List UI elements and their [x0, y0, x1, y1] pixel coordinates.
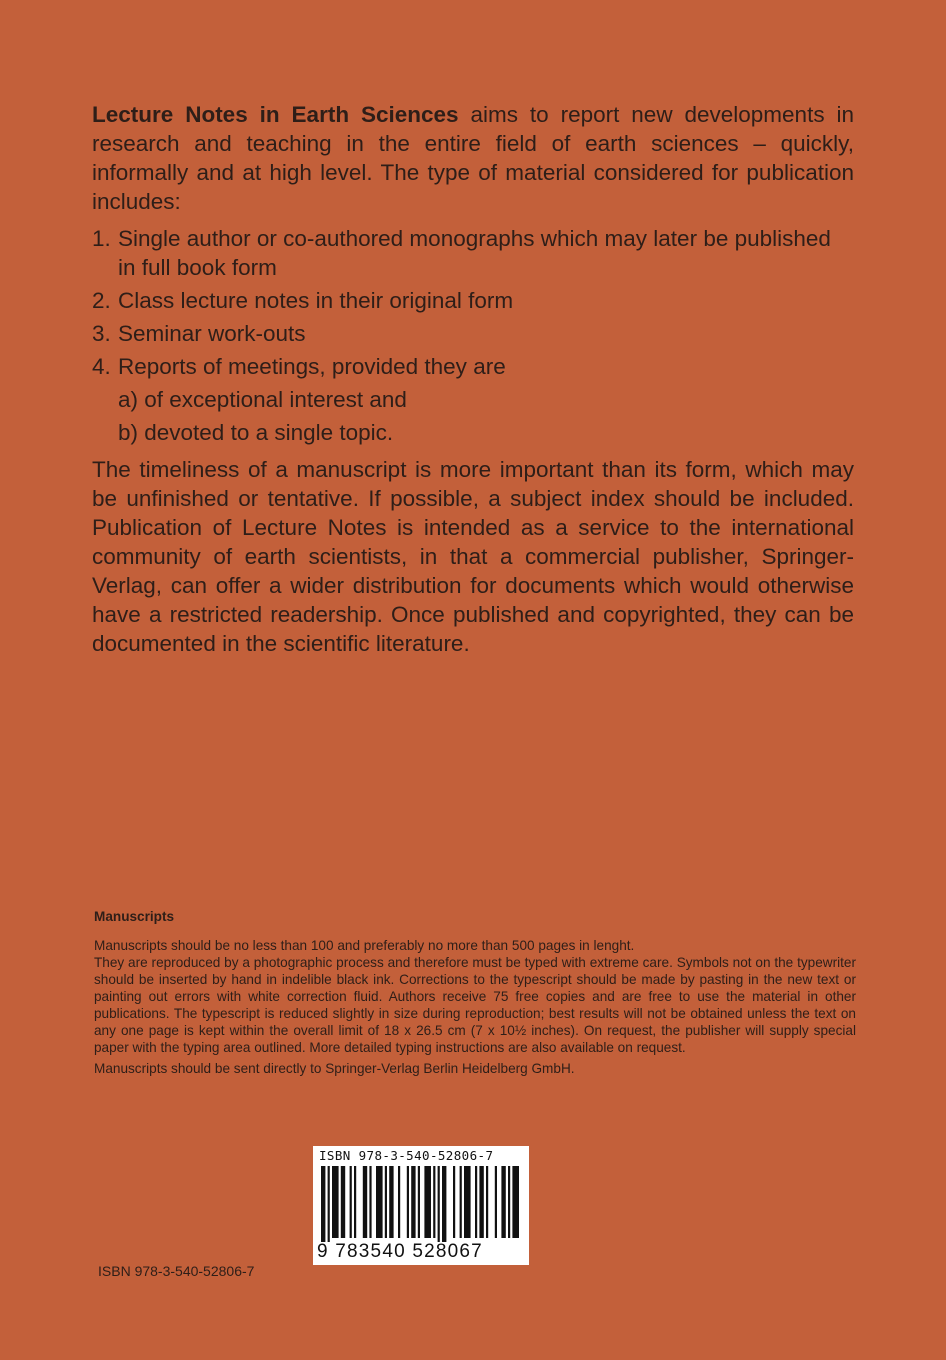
barcode-bar — [407, 1166, 409, 1238]
barcode-bar — [385, 1166, 387, 1238]
barcode-bar — [363, 1166, 367, 1238]
barcode-bar — [512, 1166, 519, 1238]
manuscripts-sending-paragraph: Manuscripts should be sent directly to Springer-Verlag Berlin Heidelberg GmbH. — [94, 1061, 575, 1076]
material-list — [92, 224, 854, 447]
barcode-bar — [442, 1166, 446, 1242]
sublist-item: b) devoted to a single topic. — [118, 420, 394, 445]
timeliness-paragraph: The timeliness of a manuscript is more important than its form, which may be unfinished or tentative. If possible, a subject index should be included. Publication of Lecture Notes is intended as a service to the international community of earth scientists, in that a commercial publisher, Springer-Verlag, can offer a wider distribution for documents which would otherwise have a restricted readership. Once published and copyrighted, they can be documented in the scientific literature. — [92, 457, 854, 656]
barcode-bar — [411, 1166, 415, 1238]
barcode-bar — [418, 1166, 420, 1238]
barcode-bar — [398, 1166, 400, 1238]
barcode-bar — [438, 1166, 440, 1242]
sublist-item: a) of exceptional interest and — [118, 387, 407, 412]
barcode-bar — [464, 1166, 471, 1238]
barcode-bar — [479, 1166, 483, 1238]
list-item: 1. Single author or co-authored monographs which may later be published in full book form — [92, 226, 831, 280]
barcode-digits: 9 783540 528067 — [317, 1241, 483, 1262]
list-item: 4. Reports of meetings, provided they are a) of exceptional interest and b) devoted to a single topic. — [92, 352, 854, 447]
barcode-bar — [433, 1166, 435, 1238]
list-item: 2. Class lecture notes in their original form — [92, 288, 514, 313]
barcode-bar — [321, 1166, 325, 1242]
manuscripts-typing-paragraph: They are reproduced by a photographic process and therefore must be typed with extreme care. Symbols not on the typewriter should be inserted by hand in indelible black ink. Corrections to the typescript should be made by pasting in the new text or painting out errors with white correction fluid. Authors receive 75 free copies and are free to use the material in other publications. The typescript is reduced slightly in size during reproduction; best results will not be obtained unless the text on any one page is kept within the overall limit of 18 x 26.5 cm (7 x 10½ inches). On request, the publisher will supply special paper with the typing area outlined. More detailed typing instructions are also available on request. — [94, 955, 856, 1055]
barcode-bar — [332, 1166, 339, 1238]
manuscripts-length-paragraph: Manuscripts should be no less than 100 and preferably no more than 500 pages in lenght. — [94, 938, 635, 953]
barcode-bar — [341, 1166, 345, 1238]
series-title: Lecture Notes in Earth Sciences — [92, 102, 459, 127]
barcode-bar — [460, 1166, 462, 1238]
description-block — [92, 100, 854, 658]
barcode-bar — [376, 1166, 383, 1238]
meeting-conditions-list — [118, 385, 854, 447]
list-item: 3. Seminar work-outs — [92, 321, 306, 346]
manuscripts-heading: Manuscripts — [94, 909, 175, 924]
intro-paragraph — [92, 100, 854, 216]
barcode-bar — [424, 1166, 431, 1238]
manuscripts-section — [94, 908, 856, 1077]
barcode-bar — [508, 1166, 510, 1238]
barcode-bar — [389, 1166, 393, 1238]
barcode-bar — [453, 1166, 455, 1238]
barcode-bar — [328, 1166, 330, 1242]
barcode-bar — [369, 1166, 371, 1238]
barcode-isbn-label: ISBN 978-3-540-52806-7 — [319, 1148, 494, 1163]
isbn-barcode — [313, 1146, 529, 1265]
barcode-bar — [486, 1166, 488, 1238]
barcode-bar — [350, 1166, 352, 1238]
barcode-bar — [354, 1166, 356, 1238]
barcode-bar — [501, 1166, 505, 1238]
footer-isbn: ISBN 978-3-540-52806-7 — [98, 1263, 255, 1279]
barcode-bar — [475, 1166, 477, 1238]
barcode-bars — [321, 1166, 521, 1242]
intro-text: aims to report new developments in research and teaching in the entire field of earth sciences – quickly, informally and at high level. The type of material considered for publication includes: — [92, 102, 855, 214]
barcode-bar — [495, 1166, 497, 1238]
